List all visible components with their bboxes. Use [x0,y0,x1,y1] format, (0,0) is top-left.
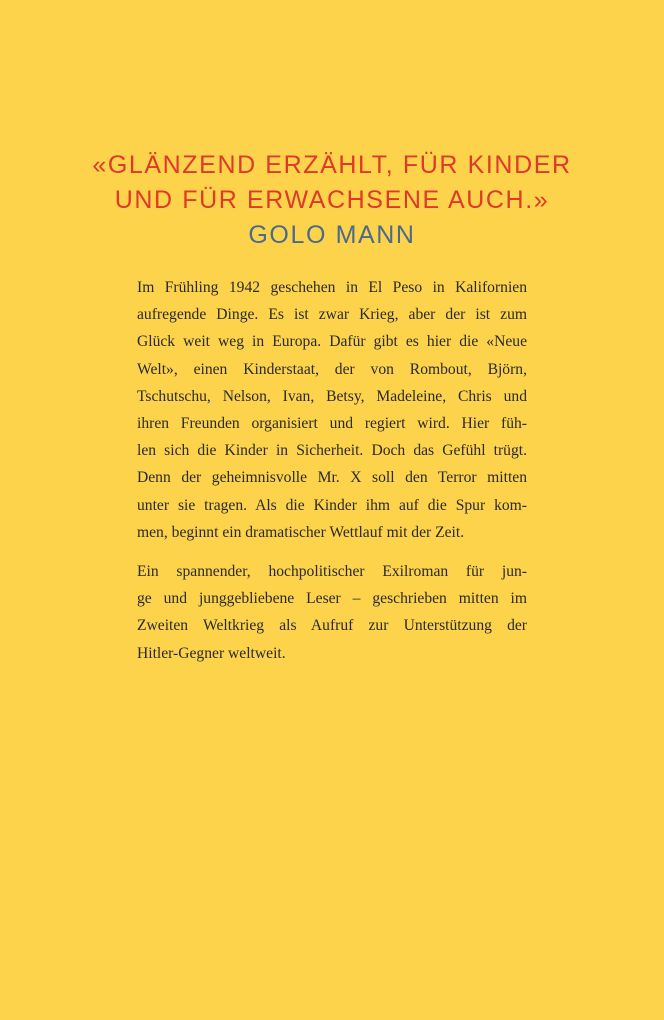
text-line: ihren Freunden organisiert und regiert wird. Hier füh- [137,415,527,433]
text-line: Zweiten Weltkrieg als Aufruf zur Unterstützung der [137,617,527,635]
text-line: Glück weit weg in Europa. Dafür gibt es hier die «Neue [137,333,527,351]
description-paragraph [137,274,527,546]
summary-paragraph [137,558,527,667]
text-line: Denn der geheimnisvolle Mr. X soll den Terror mitten [137,469,527,487]
text-line: men, beginnt ein dramatischer Wettlauf mit der Zeit. [137,523,465,541]
text-line: Tschutschu, Nelson, Ivan, Betsy, Madeleine, Chris und [137,387,527,405]
text-line: unter sie tragen. Als die Kinder ihm auf die Spur kom- [137,496,527,514]
blurb-quote [0,148,664,253]
text-line: Im Frühling 1942 geschehen in El Peso in Kalifornien [137,279,527,296]
text-line: ge und junggebliebene Leser – geschrieben mitten im [137,590,527,608]
quote-line: UND FÜR ERWACHSENE AUCH.» [114,186,550,214]
text-line: aufregende Dinge. Es ist zwar Krieg, aber der ist zum [137,306,527,324]
text-line: Hitler-Gegner weltweit. [137,644,286,662]
quote-attribution: GOLO MANN [248,221,416,249]
text-line: Ein spannender, hochpolitischer Exilroman für jun- [137,563,527,580]
text-line: Welt», einen Kinderstaat, der von Rombout, Björn, [137,360,527,378]
quote-line: «GLÄNZEND ERZÄHLT, FÜR KINDER [92,151,572,179]
text-line: len sich die Kinder in Sicherheit. Doch das Gefühl trügt. [137,442,527,460]
